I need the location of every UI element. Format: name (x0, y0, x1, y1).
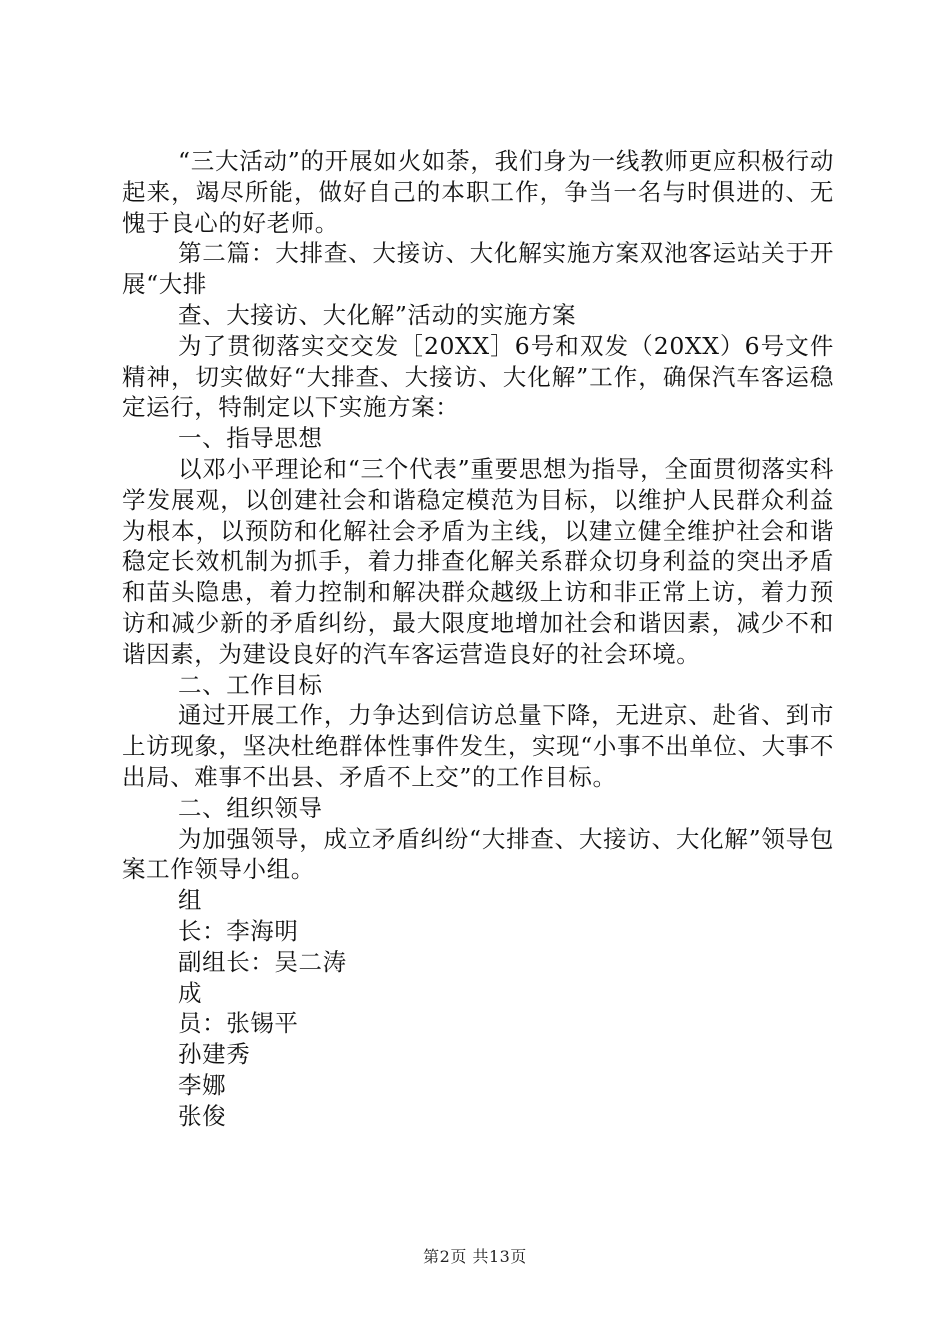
roster-line: 组 (178, 886, 203, 915)
roster-line: 李娜 (178, 1070, 227, 1099)
chapter-heading-line-2: 查、大接访、大化解”活动的实施方案 (178, 300, 577, 329)
chapter-heading-line-1: 第二篇：大排查、大接访、大化解实施方案双池客运站关于开展“大排 (122, 239, 834, 299)
roster-line: 孙建秀 (178, 1040, 251, 1069)
paragraph-purpose: 为了贯彻落实交交发［20XX］6号和双发（20XX）6号文件精神，切实做好“大排查、大接访、大化解”工作，确保汽车客运稳定运行，特制定以下实施方案： (122, 331, 834, 422)
roster-line: 成 (178, 978, 203, 1007)
roster-line: 员：张锡平 (178, 1009, 299, 1038)
paragraph-guiding-ideology: 以邓小平理论和“三个代表”重要思想为指导，全面贯彻落实科学发展观，以创建社会和谐稳定模范为目标，以维护人民群众利益为根本，以预防和化解社会矛盾为主线，以建立健全维护社会和谐稳定长效机制为抓手，着力排查化解关系群众切身利益的突出矛盾和苗头隐患，着力控制和解决群众越级上访和非正常上访，着力预访和减少新的矛盾纠纷，最大限度地增加社会和谐因素，减少不和谐因素，为建设良好的汽车客运营造良好的社会环境。 (122, 454, 834, 668)
roster-line: 张俊 (178, 1101, 227, 1130)
roster-line: 副组长：吴二涛 (178, 947, 347, 976)
section-heading-work-goals: 二、工作目标 (178, 670, 323, 699)
roster-line: 长：李海明 (178, 916, 299, 945)
section-heading-guiding-ideology: 一、指导思想 (178, 424, 323, 453)
page-number-footer: 第2页 共13页 (423, 1247, 527, 1266)
paragraph-work-goals: 通过开展工作，力争达到信访总量下降，无进京、赴省、到市上访现象，坚决杜绝群体性事件发生，实现“小事不出单位、大事不出局、难事不出县、矛盾不上交”的工作目标。 (122, 701, 834, 791)
paragraph-organization: 为加强领导，成立矛盾纠纷“大排查、大接访、大化解”领导包案工作领导小组。 (122, 824, 834, 884)
document-body (122, 146, 834, 1132)
section-heading-organization: 二、组织领导 (178, 793, 323, 822)
paragraph-activities-conclusion: “三大活动”的开展如火如荼，我们身为一线教师更应积极行动起来，竭尽所能，做好自己的本职工作，争当一名与时俱进的、无愧于良心的好老师。 (122, 147, 834, 237)
